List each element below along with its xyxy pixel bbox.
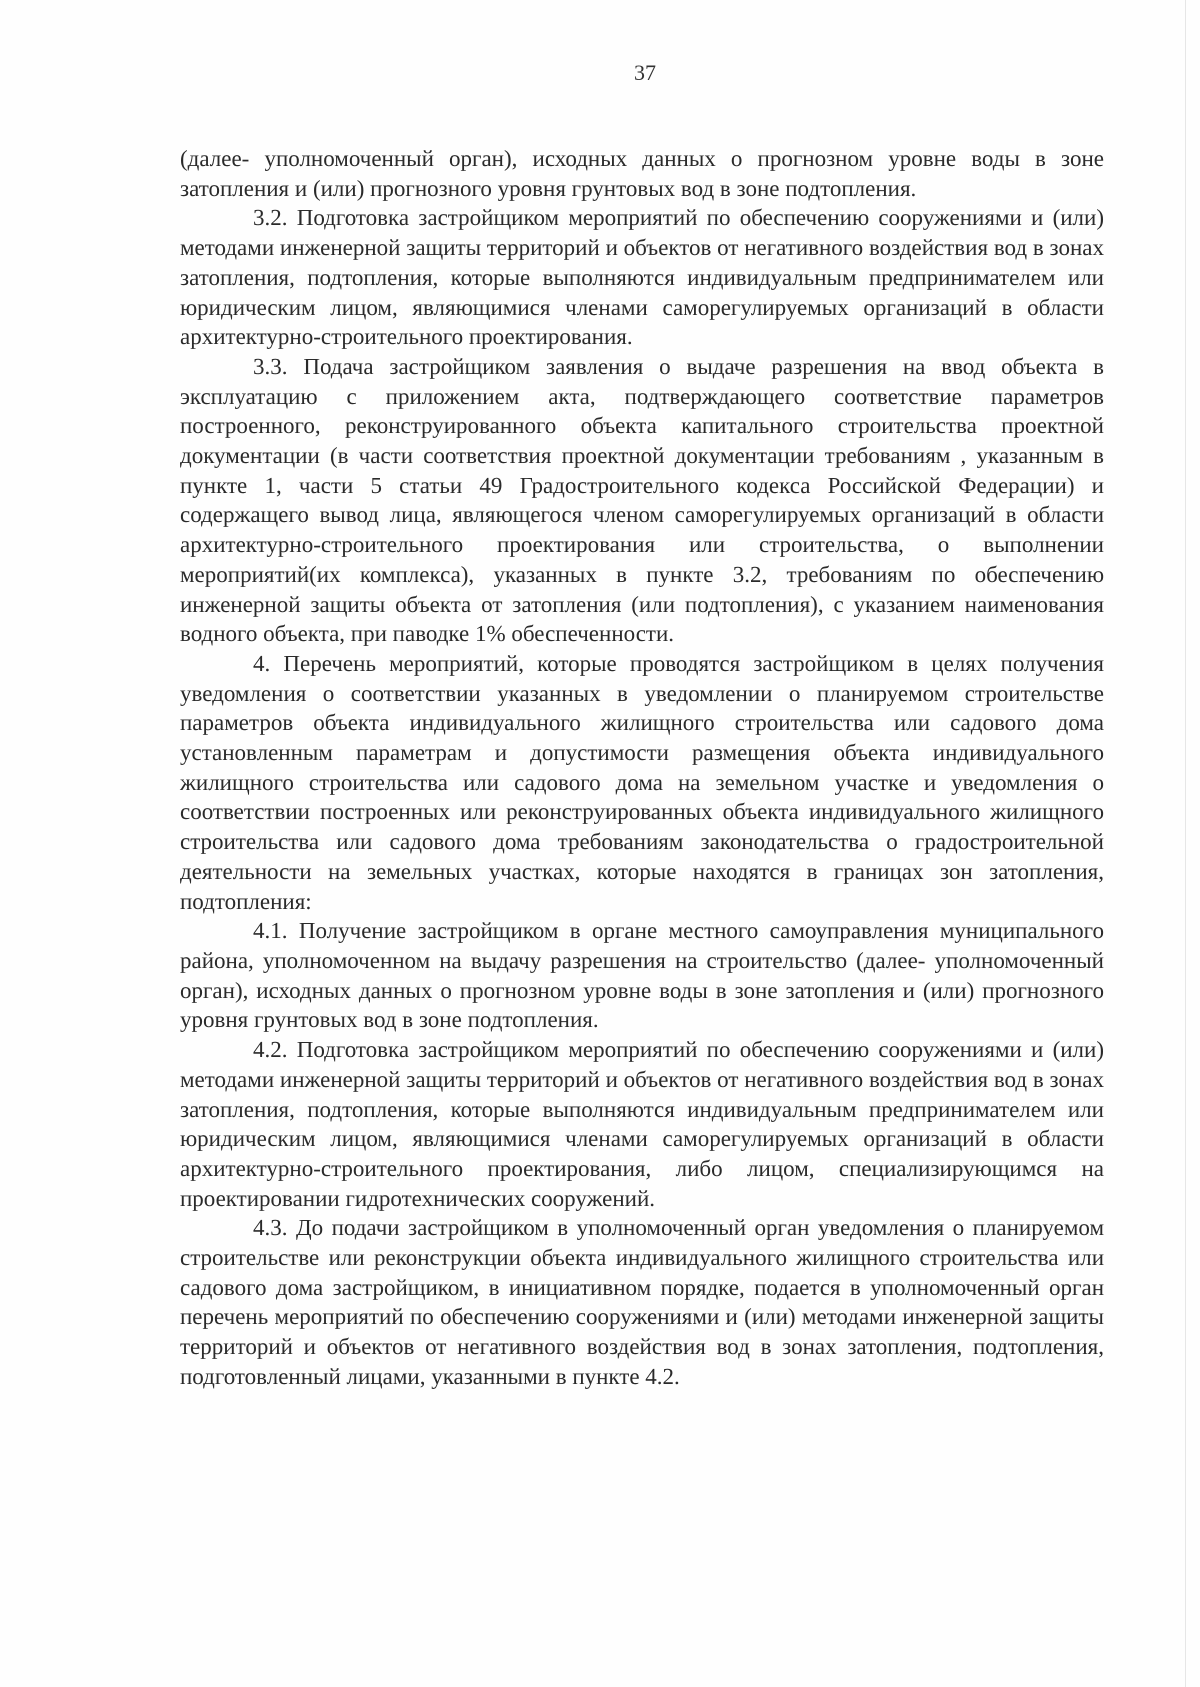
paragraph-continuation: (далее- уполномоченный орган), исходных данных о прогнозном уровне воды в зоне затопления и (или) прогнозного уровня грунтовых вод в зоне подтопления. (180, 146, 1104, 201)
paragraph-3-2: 3.2. Подготовка застройщиком мероприятий по обеспечению сооружениями и (или) методами инженерной защиты территорий и объектов от негативного воздействия вод в зонах затопления, подтопления, которые выполняются индивидуальным предпринимателем или юридическим лицом, являющимися членами саморегулируемых организаций в области архитектурно-строительного проектирования. (180, 205, 1104, 350)
paragraph-4-3: 4.3. До подачи застройщиком в уполномоченный орган уведомления о планируемом строительстве или реконструкции объекта индивидуального жилищного строительства или садового дома застройщиком, в инициативном порядке, подается в уполномоченный орган перечень мероприятий по обеспечению сооружениями и (или) методами инженерной защиты территорий и объектов от негативного воздействия вод в зонах затопления, подтопления, подготовленный лицами, указанными в пункте 4.2. (180, 1215, 1104, 1389)
page-number: 37 (634, 60, 656, 85)
document-body (180, 144, 1104, 1392)
paragraph-4-1: 4.1. Получение застройщиком в органе местного самоуправления муниципального района, уполномоченном на выдачу разрешения на строительство (далее- уполномоченный орган), исходных данных о прогнозном уровне воды в зоне затопления и (или) прогнозного уровня грунтовых вод в зоне подтопления. (180, 918, 1104, 1033)
page-edge (1185, 0, 1186, 1687)
paragraph-4-2: 4.2. Подготовка застройщиком мероприятий по обеспечению сооружениями и (или) методами инженерной защиты территорий и объектов от негативного воздействия вод в зонах затопления, подтопления, которые выполняются индивидуальным предпринимателем или юридическим лицом, являющимися членами саморегулируемых организаций в области архитектурно-строительного проектирования, либо лицом, специализирующимся на проектировании гидротехнических сооружений. (180, 1037, 1104, 1211)
paragraph-3-3: 3.3. Подача застройщиком заявления о выдаче разрешения на ввод объекта в эксплуатацию с приложением акта, подтверждающего соответствие параметров построенного, реконструированного объекта капитального строительства проектной документации (в части соответствия проектной документации требованиям , указанным в пункте 1, части 5 статьи 49 Градостроительного кодекса Российской Федерации) и содержащего вывод лица, являющегося членом саморегулируемых организаций в области архитектурно-строительного проектирования или строительства, о выполнении мероприятий(их комплекса), указанных в пункте 3.2, требованиям по обеспечению инженерной защиты объекта от затопления (или подтопления), с указанием наименования водного объекта, при паводке 1% обеспеченности. (180, 353, 1104, 647)
paragraph-4: 4. Перечень мероприятий, которые проводятся застройщиком в целях получения уведомления о соответствии указанных в уведомлении о планируемом строительстве параметров объекта индивидуального жилищного строительства или садового дома установленным параметрам и допустимости размещения объекта индивидуального жилищного строительства или садового дома на земельном участке и уведомления о соответствии построенных или реконструированных объекта индивидуального жилищного строительства или садового дома требованиям законодательства о градостроительной деятельности на земельных участках, которые находятся в границах зон затопления, подтопления: (180, 650, 1104, 914)
